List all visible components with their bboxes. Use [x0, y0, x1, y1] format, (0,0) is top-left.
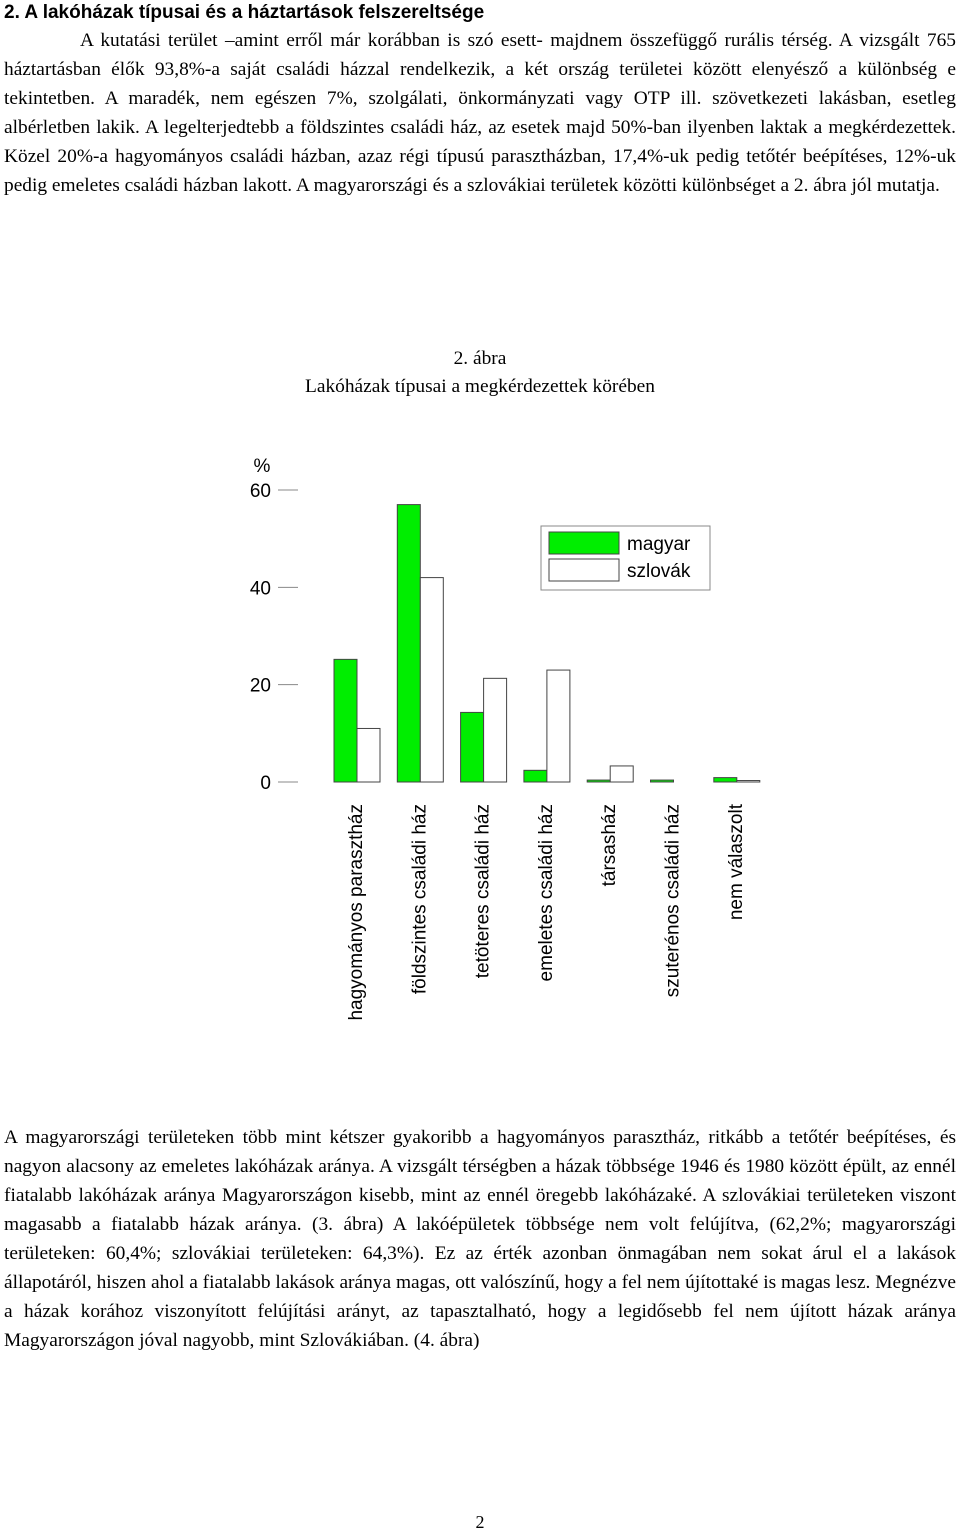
legend-swatch-szlovak: [549, 559, 619, 581]
y-axis: [250, 456, 298, 794]
bar-magyar-0: [334, 659, 357, 782]
bar-magyar-5: [651, 780, 674, 782]
legend-label-szlovak: szlovák: [627, 561, 691, 582]
bar-magyar-2: [461, 712, 484, 782]
y-tick-label: 60: [249, 481, 271, 502]
legend: [541, 526, 710, 590]
paragraph-intro: A kutatási terület –amint erről már korábban is szó esett- majdnem összefüggő rurális térség. A vizsgált 765 háztartásban élők 93,8%-a saját családi házzal rendelkezik, a két ország területei között elenyésző a különbség e tekintetben. A maradék, nem egészen 7%, szolgálati, önkormányzati vagy OTP ill. szövetkezeti lakásban, esetleg albérletben lakik. A legelterjedtebb a földszintes családi ház, az esetek majd 50%-ban ilyenben laktak a megkérdezettek. Közel 20%-a hagyományos családi házban, azaz régi típusú parasztházban, 17,4%-uk pedig tetőtér beépítéses, 12%-uk pedig emeletes családi házban lakott. A magyarországi és a szlovákiai területek közötti különbséget a 2. ábra jól mutatja.: [4, 30, 956, 196]
figure-title: Lakóházak típusai a megkérdezettek körében: [305, 376, 655, 397]
category-label: földszintes családi ház: [409, 804, 431, 995]
legend-swatch-magyar: [549, 532, 619, 554]
house-types-bar-chart: [0, 440, 960, 1080]
bar-szlovak-6: [737, 781, 760, 782]
figure-number: 2. ábra: [453, 348, 507, 369]
bar-szlovak-2: [484, 678, 507, 782]
y-tick-label: 20: [249, 675, 271, 697]
category-label: nem válaszolt: [725, 804, 747, 921]
y-axis-unit: %: [253, 456, 271, 477]
page-number: 2: [475, 1512, 485, 1532]
category-label: hagyományos parasztház: [346, 804, 367, 1021]
bar-magyar-3: [524, 770, 547, 782]
category-label: szuterénos családi ház: [662, 804, 684, 998]
category-labels: [346, 803, 747, 1020]
bar-szlovak-3: [547, 670, 570, 782]
bar-magyar-1: [397, 505, 420, 782]
y-tick-label: 0: [260, 773, 271, 794]
legend-label-magyar: magyar: [627, 534, 691, 555]
category-label: társasház: [599, 804, 621, 887]
paragraph-analysis: A magyarországi területeken több mint kétszer gyakoribb a hagyományos parasztház, ritkább a tetőtér beépítéses, és nagyon alacsony az emeletes lakóházak aránya. A vizsgált térségben a házak többsége 1946 és 1980 között épült, az ennél fiatalabb lakóházak aránya Magyarországon kisebb, mint az ennél öregebb lakóházaké. A szlovákiai területeken viszont magasabb a fiatalabb házak aránya. (3. ábra) A lakóépületek többsége nem volt felújítva, (62,2%; magyarországi területeken: 60,4%; szlovákiai területeken: 64,3%). Ez az érték azonban önmagában nem sokat árul el a lakások állapotáról, hiszen ahol a fiatalabb lakások aránya magas, ott valószínű, hogy a fel nem újítottaké is magas lesz. Megnézve a házak korához viszonyított felújítási arányt, az tapasztalható, hogy a legidősebb fel nem újított házak aránya Magyarországon jóval nagyobb, mint Szlovákiában. (4. ábra): [4, 1127, 956, 1351]
section-heading: 2. A lakóházak típusai és a háztartások felszereltsége: [4, 2, 485, 23]
bar-magyar-4: [587, 780, 610, 782]
y-tick-label: 40: [249, 578, 271, 600]
category-label: emeletes családi ház: [535, 804, 557, 982]
bar-szlovak-0: [357, 728, 380, 782]
category-label: tetöteres családi ház: [472, 804, 494, 979]
bar-magyar-6: [714, 778, 737, 782]
bar-szlovak-1: [420, 578, 443, 782]
bar-szlovak-4: [610, 766, 633, 782]
